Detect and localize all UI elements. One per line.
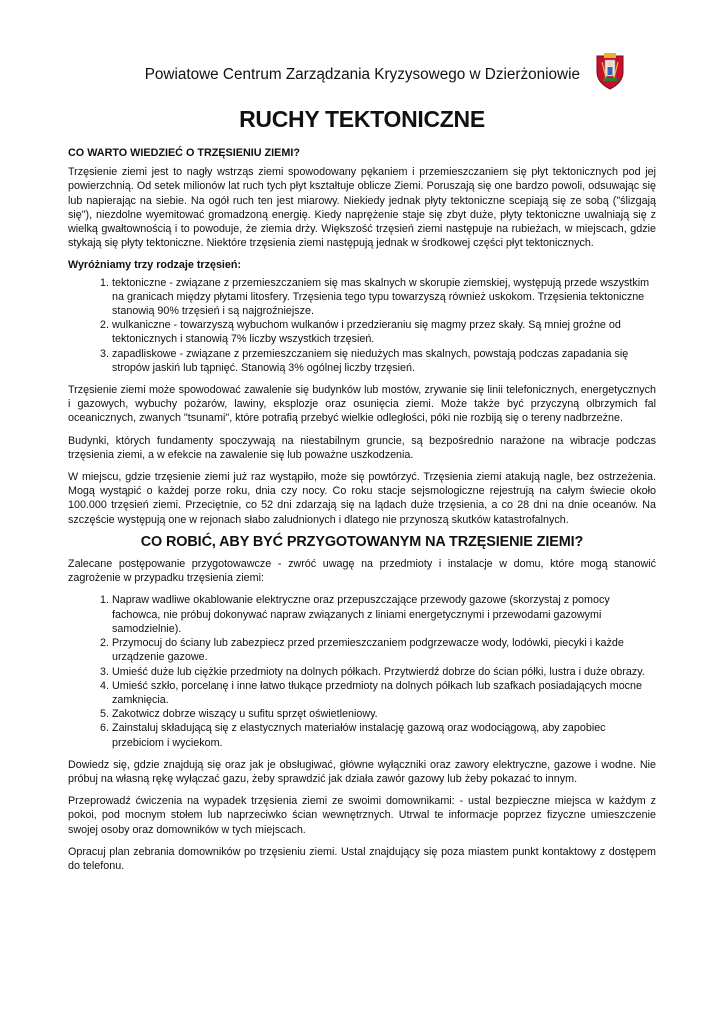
- paragraph: Zalecane postępowanie przygotowawcze - zwróć uwagę na przedmioty i instalacje w domu, które mogą stanowić zagrożenie w przypadku trzęsienia ziemi:: [68, 558, 656, 585]
- preparation-steps-list: [68, 593, 656, 749]
- paragraph: Trzęsienie ziemi jest to nagły wstrząs ziemi spowodowany pękaniem i przemieszczaniem się płyt tektonicznych pod jej powierzchnią. Od setek milionów lat ruch tych płyt kształtuje oblicze Ziemi. Poruszają się one bardzo powoli, odsuwając się lub napierając na siebie. Na ogół ruch ten jest miarowy. Niekiedy jednak płyty tektoniczne scepiają się ze sobą ("ślizgają się"), niezdolne wyemitować gromadzoną energię. Kiedy naprężenie staje się zbyt duże, płyty tektoniczne uwalniają się z wielką gwałtownością i to powoduje, że ziemia drży. Większość trzęsień ziemi następuje na rubieżach, w miejscach, gdzie stykają się płyty tektoniczne. Niektóre trzęsienia ziemi następują jednak w środkowej części płyt tektonicznych.: [68, 166, 656, 250]
- section-heading: CO WARTO WIEDZIEĆ O TRZĘSIENIU ZIEMI?: [68, 147, 300, 159]
- list-item: 2. wulkaniczne - towarzyszą wybuchom wulkanów i przedzieraniu się magmy przez skały. Są mniej groźne od tektonicznych i stanowią 7% liczby wszystkich trzęsień.: [112, 318, 656, 346]
- document-title: RUCHY TEKTONICZNE: [239, 106, 485, 132]
- document-body: [68, 146, 656, 881]
- paragraph: Trzęsienie ziemi może spowodować zawalenie się budynków lub mostów, zrywanie się linii telefonicznych, energetycznych i gazowych, wybuchy pożarów, lawiny, eksplozje oraz osunięcia ziemi. Może także być przyczyną olbrzymich fal oceanicznych, zwanych "tsunami", które potrafią przebyć wielkie odległości, póki nie rozbiją się o tereny nadbrzeżne.: [68, 384, 656, 425]
- subheading: Wyróżniamy trzy rodzaje trzęsień:: [68, 259, 242, 272]
- coat-of-arms-icon: [594, 52, 626, 90]
- list-item: 1. tektoniczne - związane z przemieszczaniem się mas skalnych w skorupie ziemskiej, występują przede wszystkim na granicach między płytami litosfery. Trzęsienia tego typu towarzyszą również uskokom. Trzęsienia tektoniczne stanowią 90% trzęsień i są najgroźniejsze.: [112, 276, 656, 319]
- list-item: 4. Umieść szkło, porcelanę i inne łatwo tłukące przedmioty na dolnych półkach lub szafkach posiadających mocne zamknięcia.: [112, 679, 656, 707]
- organization-header: Powiatowe Centrum Zarządzania Kryzysowego w Dzierżoniowie: [144, 66, 580, 83]
- paragraph: Budynki, których fundamenty spoczywają na niestabilnym gruncie, są bezpośrednio narażone na wibracje podczas trzęsienia ziemi, a w efekcie na zawalenie się lub poważne uszkodzenia.: [68, 434, 656, 461]
- paragraph: Opracuj plan zebrania domowników po trzęsieniu ziemi. Ustal znajdujący się poza miastem punkt kontaktowy z dostępem do telefonu.: [68, 845, 656, 872]
- list-item: 3. zapadliskowe - związane z przemieszczaniem się niedużych mas skalnych, powstają podczas zapadania się stropów jaskiń lub tąpnięć. Stanowią 3% ogólnej liczby trzęsień.: [112, 347, 656, 375]
- paragraph: Dowiedz się, gdzie znajdują się oraz jak je obsługiwać, główne wyłączniki oraz zawory elektryczne, gazowe i wodne. Nie próbuj na własną rękę wyłączać gazu, żeby sprawdzić jak działa zawór gazowy lub żeby pokazać to innym.: [68, 758, 656, 785]
- list-item: 2. Przymocuj do ściany lub zabezpiecz przed przemieszczaniem podgrzewacze wody, lodówki, piecyki i każde urządzenie gazowe.: [112, 636, 656, 664]
- paragraph: W miejscu, gdzie trzęsienie ziemi już raz wystąpiło, może się powtórzyć. Trzęsienia ziemi atakują nagle, bez ostrzeżenia. Mogą wystąpić o każdej porze roku, dnia czy nocy. Co roku stacje sejsmologiczne rejestrują na całym świecie około 100.000 trzęsień ziemi. Przeciętnie, co 52 dni zdarzają się na lądach duże trzęsienia, a co 28 dni na dnie oceanów. Na szczęście występują one w rejonach słabo zaludnionych i dlatego nie przynoszą skutków katastrofalnych.: [68, 471, 656, 526]
- section-heading: CO ROBIĆ, ABY BYĆ PRZYGOTOWANYM NA TRZĘSIENIE ZIEMI?: [140, 533, 584, 550]
- paragraph: Przeprowadź ćwiczenia na wypadek trzęsienia ziemi ze swoimi domownikami: - ustal bezpieczne miejsca w każdym z pokoi, pod mocnym stołem lub naprzeciwko ścian wewnętrznych. Utrwal te informacje poprzez fizyczne umieszczenie swojej osoby oraz domowników w tych miejscach.: [68, 795, 656, 836]
- list-item: 6. Zainstaluj składującą się z elastycznych materiałów instalację gazową oraz wodociągową, aby zapobiec przebiciom i wyciekom.: [112, 721, 656, 749]
- list-item: 3. Umieść duże lub ciężkie przedmioty na dolnych półkach. Przytwierdź dobrze do ścian półki, lustra i duże obrazy.: [112, 665, 656, 679]
- earthquake-types-list: [68, 276, 656, 375]
- list-item: 5. Zakotwicz dobrze wiszący u sufitu sprzęt oświetleniowy.: [112, 707, 656, 721]
- list-item: 1. Napraw wadliwe okablowanie elektryczne oraz przepuszczające przewody gazowe (skorzystaj z pomocy fachowca, nie próbuj dokonywać napraw związanych z liniami energetycznymi i przewodami gazowymi samodzielnie).: [112, 593, 656, 636]
